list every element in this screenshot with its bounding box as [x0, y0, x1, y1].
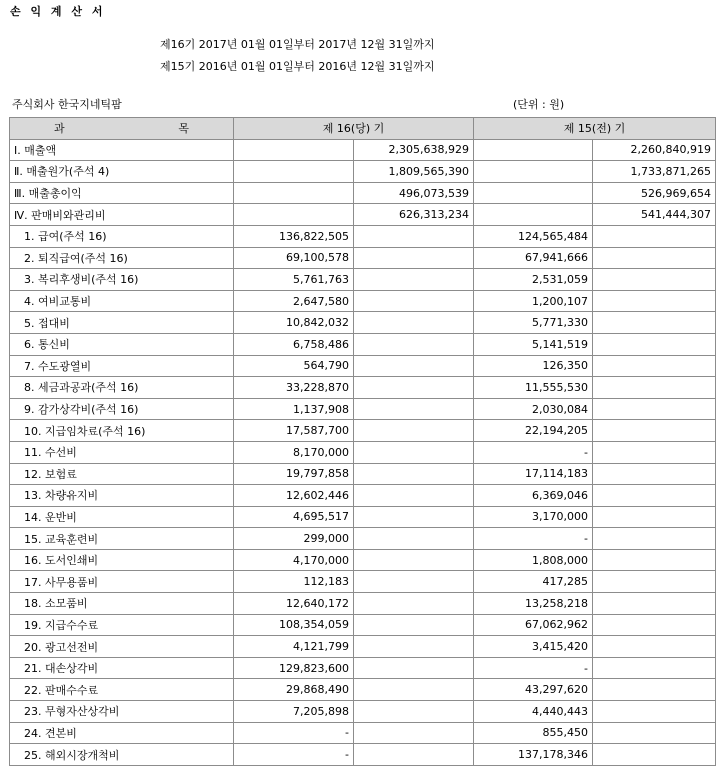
previous-total-cell [593, 441, 716, 463]
previous-total-cell [593, 657, 716, 679]
previous-total-cell [593, 744, 716, 766]
current-detail-cell: 69,100,578 [234, 247, 354, 269]
previous-detail-cell: 5,771,330 [474, 312, 593, 334]
account-cell: 24. 견본비 [10, 722, 234, 744]
document-title: 손 익 계 산 서 [10, 5, 106, 18]
current-total-cell [354, 614, 474, 636]
current-total-cell [354, 549, 474, 571]
table-row [10, 139, 716, 161]
previous-total-cell [593, 420, 716, 442]
current-total-cell [354, 657, 474, 679]
previous-total-cell: 541,444,307 [593, 204, 716, 226]
previous-total-cell [593, 463, 716, 485]
current-detail-cell: 12,640,172 [234, 593, 354, 615]
previous-detail-cell: 126,350 [474, 355, 593, 377]
table-row [10, 485, 716, 507]
previous-detail-cell: 22,194,205 [474, 420, 593, 442]
account-cell: 11. 수선비 [10, 441, 234, 463]
table-row [10, 722, 716, 744]
current-total-cell: 496,073,539 [354, 182, 474, 204]
previous-total-cell [593, 528, 716, 550]
current-detail-cell: 7,205,898 [234, 701, 354, 723]
current-total-cell: 626,313,234 [354, 204, 474, 226]
previous-total-cell [593, 398, 716, 420]
current-total-cell [354, 377, 474, 399]
period-current: 제16기 2017년 01월 01일부터 2017년 12월 31일까지 [160, 38, 435, 51]
previous-detail-cell: 43,297,620 [474, 679, 593, 701]
current-detail-cell: 129,823,600 [234, 657, 354, 679]
account-cell: 7. 수도광열비 [10, 355, 234, 377]
previous-total-cell [593, 614, 716, 636]
table-header-row [10, 118, 716, 140]
previous-total-cell [593, 722, 716, 744]
table-row [10, 420, 716, 442]
table-row [10, 636, 716, 658]
previous-detail-cell: 6,369,046 [474, 485, 593, 507]
previous-detail-cell: 2,030,084 [474, 398, 593, 420]
previous-detail-cell: 1,808,000 [474, 549, 593, 571]
previous-total-cell [593, 312, 716, 334]
current-detail-cell: 564,790 [234, 355, 354, 377]
unit-label: (단위 : 원) [513, 98, 565, 111]
current-total-cell [354, 506, 474, 528]
current-detail-cell: 4,121,799 [234, 636, 354, 658]
current-detail-cell: 19,797,858 [234, 463, 354, 485]
header-account-b: 목 [178, 122, 189, 136]
account-cell: 1. 급여(주석 16) [10, 225, 234, 247]
income-statement-table [9, 117, 716, 766]
current-total-cell: 1,809,565,390 [354, 161, 474, 183]
account-cell: 17. 사무용품비 [10, 571, 234, 593]
previous-detail-cell: - [474, 657, 593, 679]
table-row [10, 333, 716, 355]
previous-detail-cell [474, 161, 593, 183]
current-detail-cell: 112,183 [234, 571, 354, 593]
current-total-cell [354, 247, 474, 269]
header-account-a: 과 [54, 122, 65, 136]
current-detail-cell: 5,761,763 [234, 269, 354, 291]
current-detail-cell: 1,137,908 [234, 398, 354, 420]
table-row [10, 528, 716, 550]
current-total-cell [354, 701, 474, 723]
account-cell: Ⅱ. 매출원가(주석 4) [10, 161, 234, 183]
table-row [10, 355, 716, 377]
table-row [10, 398, 716, 420]
previous-detail-cell: 2,531,059 [474, 269, 593, 291]
previous-total-cell [593, 636, 716, 658]
previous-detail-cell: 11,555,530 [474, 377, 593, 399]
current-total-cell [354, 290, 474, 312]
previous-detail-cell: 3,170,000 [474, 506, 593, 528]
current-total-cell [354, 333, 474, 355]
current-detail-cell: 29,868,490 [234, 679, 354, 701]
table-row [10, 247, 716, 269]
previous-detail-cell: 17,114,183 [474, 463, 593, 485]
current-total-cell [354, 528, 474, 550]
previous-total-cell [593, 247, 716, 269]
header-previous-period: 제 15(전) 기 [474, 118, 716, 140]
current-detail-cell [234, 161, 354, 183]
current-detail-cell: 10,842,032 [234, 312, 354, 334]
previous-detail-cell: 4,440,443 [474, 701, 593, 723]
table-row [10, 182, 716, 204]
previous-detail-cell [474, 204, 593, 226]
account-cell: 14. 운반비 [10, 506, 234, 528]
account-cell: 15. 교육훈련비 [10, 528, 234, 550]
table-row [10, 614, 716, 636]
account-cell: 2. 퇴직급여(주석 16) [10, 247, 234, 269]
previous-total-cell [593, 355, 716, 377]
previous-total-cell [593, 377, 716, 399]
previous-detail-cell: 137,178,346 [474, 744, 593, 766]
current-detail-cell: 8,170,000 [234, 441, 354, 463]
table-row [10, 377, 716, 399]
current-total-cell [354, 485, 474, 507]
previous-total-cell [593, 225, 716, 247]
previous-total-cell [593, 290, 716, 312]
current-total-cell [354, 636, 474, 658]
account-cell: 20. 광고선전비 [10, 636, 234, 658]
current-detail-cell: 12,602,446 [234, 485, 354, 507]
account-cell: 3. 복리후생비(주석 16) [10, 269, 234, 291]
account-cell: 10. 지급임차료(주석 16) [10, 420, 234, 442]
account-cell: 9. 감가상각비(주석 16) [10, 398, 234, 420]
previous-detail-cell: 855,450 [474, 722, 593, 744]
account-cell: 18. 소모품비 [10, 593, 234, 615]
previous-detail-cell: 124,565,484 [474, 225, 593, 247]
previous-detail-cell: 67,941,666 [474, 247, 593, 269]
account-cell: Ⅰ. 매출액 [10, 139, 234, 161]
account-cell: 6. 통신비 [10, 333, 234, 355]
previous-total-cell: 2,260,840,919 [593, 139, 716, 161]
current-total-cell [354, 312, 474, 334]
current-total-cell [354, 722, 474, 744]
account-cell: 25. 해외시장개척비 [10, 744, 234, 766]
table-row [10, 593, 716, 615]
company-name: 주식회사 한국지네틱팜 [12, 98, 122, 111]
current-detail-cell: 6,758,486 [234, 333, 354, 355]
previous-detail-cell [474, 139, 593, 161]
table-row [10, 463, 716, 485]
current-total-cell: 2,305,638,929 [354, 139, 474, 161]
table-row [10, 679, 716, 701]
previous-detail-cell: - [474, 441, 593, 463]
previous-detail-cell: - [474, 528, 593, 550]
header-current-period: 제 16(당) 기 [234, 118, 474, 140]
table-row [10, 441, 716, 463]
previous-detail-cell: 417,285 [474, 571, 593, 593]
current-detail-cell: - [234, 722, 354, 744]
account-cell: 19. 지급수수료 [10, 614, 234, 636]
current-detail-cell: 4,170,000 [234, 549, 354, 571]
current-total-cell [354, 441, 474, 463]
current-detail-cell: 136,822,505 [234, 225, 354, 247]
table-row [10, 312, 716, 334]
current-total-cell [354, 744, 474, 766]
table-row [10, 571, 716, 593]
table-row [10, 657, 716, 679]
previous-detail-cell: 5,141,519 [474, 333, 593, 355]
current-total-cell [354, 420, 474, 442]
current-total-cell [354, 571, 474, 593]
previous-total-cell: 526,969,654 [593, 182, 716, 204]
current-detail-cell: 108,354,059 [234, 614, 354, 636]
account-cell: 23. 무형자산상각비 [10, 701, 234, 723]
current-total-cell [354, 225, 474, 247]
previous-detail-cell: 67,062,962 [474, 614, 593, 636]
current-detail-cell: 2,647,580 [234, 290, 354, 312]
previous-total-cell [593, 549, 716, 571]
current-total-cell [354, 463, 474, 485]
previous-detail-cell: 1,200,107 [474, 290, 593, 312]
account-cell: 22. 판매수수료 [10, 679, 234, 701]
account-cell: 5. 접대비 [10, 312, 234, 334]
account-cell: Ⅳ. 판매비와관리비 [10, 204, 234, 226]
table-row [10, 225, 716, 247]
current-detail-cell: 299,000 [234, 528, 354, 550]
previous-total-cell: 1,733,871,265 [593, 161, 716, 183]
previous-detail-cell: 3,415,420 [474, 636, 593, 658]
current-detail-cell: 17,587,700 [234, 420, 354, 442]
current-detail-cell [234, 182, 354, 204]
account-cell: 16. 도서인쇄비 [10, 549, 234, 571]
account-cell: 8. 세금과공과(주석 16) [10, 377, 234, 399]
current-detail-cell: 4,695,517 [234, 506, 354, 528]
previous-total-cell [593, 571, 716, 593]
current-detail-cell: 33,228,870 [234, 377, 354, 399]
account-cell: Ⅲ. 매출총이익 [10, 182, 234, 204]
previous-total-cell [593, 333, 716, 355]
previous-detail-cell: 13,258,218 [474, 593, 593, 615]
table-row [10, 549, 716, 571]
previous-total-cell [593, 593, 716, 615]
current-total-cell [354, 398, 474, 420]
current-detail-cell: - [234, 744, 354, 766]
table-row [10, 204, 716, 226]
table-row [10, 701, 716, 723]
account-cell: 12. 보험료 [10, 463, 234, 485]
table-row [10, 161, 716, 183]
previous-total-cell [593, 485, 716, 507]
table-row [10, 290, 716, 312]
table-row [10, 506, 716, 528]
previous-total-cell [593, 701, 716, 723]
previous-total-cell [593, 506, 716, 528]
table-row [10, 744, 716, 766]
current-total-cell [354, 269, 474, 291]
previous-detail-cell [474, 182, 593, 204]
current-total-cell [354, 355, 474, 377]
account-cell: 13. 차량유지비 [10, 485, 234, 507]
header-account [10, 118, 234, 140]
current-total-cell [354, 679, 474, 701]
table-row [10, 269, 716, 291]
current-total-cell [354, 593, 474, 615]
account-cell: 21. 대손상각비 [10, 657, 234, 679]
current-detail-cell [234, 139, 354, 161]
current-detail-cell [234, 204, 354, 226]
previous-total-cell [593, 679, 716, 701]
account-cell: 4. 여비교통비 [10, 290, 234, 312]
period-previous: 제15기 2016년 01월 01일부터 2016년 12월 31일까지 [160, 60, 435, 73]
previous-total-cell [593, 269, 716, 291]
